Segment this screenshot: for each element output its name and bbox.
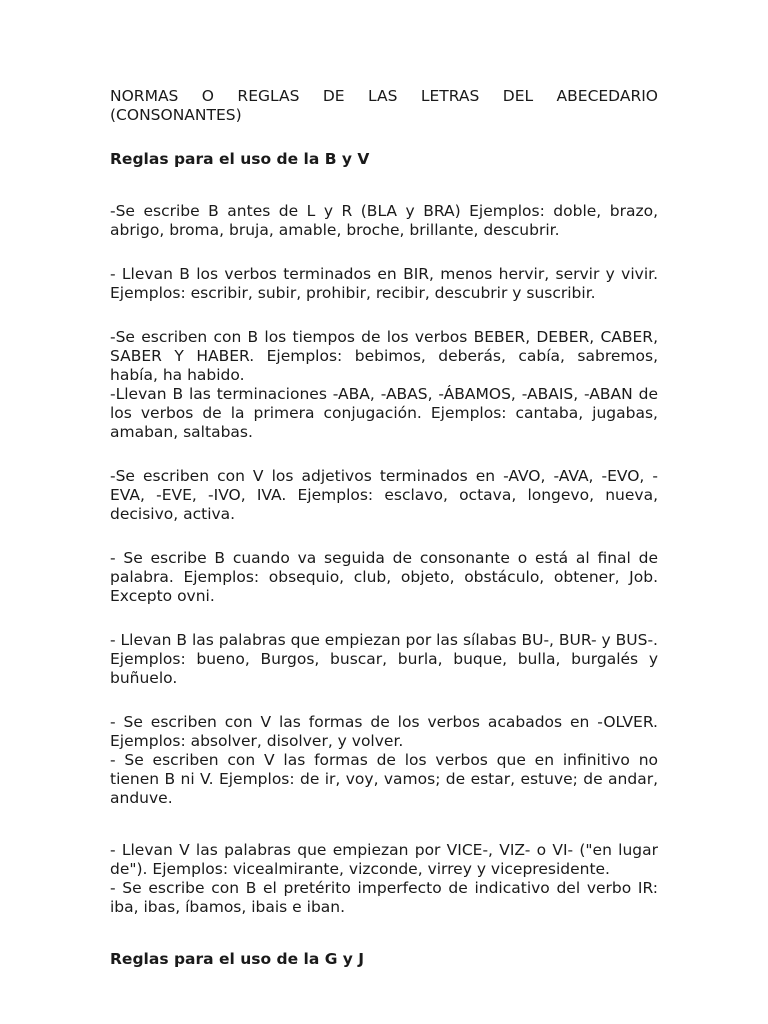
spacer <box>110 688 658 713</box>
document-title: NORMAS O REGLAS DE LAS LETRAS DEL ABECEDARIO (CONSONANTES) <box>110 87 658 124</box>
spacer <box>110 240 658 265</box>
rule-paragraph-3: -Se escriben con B los tiempos de los verbos BEBER, DEBER, CABER, SABER Y HABER. Ejemplos: bebimos, deberás, cabía, sabremos, había, ha habido. <box>110 328 658 384</box>
rule-paragraph-2: - Llevan B los verbos terminados en BIR, menos hervir, servir y vivir. Ejemplos: escribir, subir, prohibir, recibir, descubrir y suscribir. <box>110 265 658 302</box>
spacer <box>110 169 658 202</box>
spacer <box>110 125 658 150</box>
rule-paragraph-1: -Se escribe B antes de L y R (BLA y BRA) Ejemplos: doble, brazo, abrigo, broma, bruja, amable, broche, brillante, descubrir. <box>110 202 658 239</box>
spacer <box>110 303 658 328</box>
document-page <box>110 87 658 969</box>
rule-paragraph-4: -Llevan B las terminaciones -ABA, -ABAS, -ÁBAMOS, -ABAIS, -ABAN de los verbos de la primera conjugación. Ejemplos: cantaba, jugabas, amaban, saltabas. <box>110 385 658 441</box>
rule-paragraph-6: - Se escribe B cuando va seguida de consonante o está al final de palabra. Ejemplos: obsequio, club, objeto, obstáculo, obtener, Job. Excepto ovni. <box>110 549 658 605</box>
rule-paragraph-8: - Se escriben con V las formas de los verbos acabados en -OLVER. Ejemplos: absolver, disolver, y volver. <box>110 713 658 750</box>
spacer <box>110 442 658 467</box>
section-heading-gj: Reglas para el uso de la G y J <box>110 950 365 968</box>
spacer <box>110 917 658 950</box>
rule-paragraph-9: - Se escriben con V las formas de los verbos que en infinitivo no tienen B ni V. Ejemplos: de ir, voy, vamos; de estar, estuve; de andar, anduve. <box>110 751 658 807</box>
section-heading-bv: Reglas para el uso de la B y V <box>110 150 370 168</box>
rule-paragraph-11: - Se escribe con B el pretérito imperfecto de indicativo del verbo IR: iba, ibas, íbamos, ibais e iban. <box>110 879 658 916</box>
spacer <box>110 524 658 549</box>
spacer <box>110 808 658 841</box>
rule-paragraph-7: - Llevan B las palabras que empiezan por las sílabas BU-, BUR- y BUS-. Ejemplos: bueno, Burgos, buscar, burla, buque, bulla, burgalés y buñuelo. <box>110 631 658 687</box>
rule-paragraph-5: -Se escriben con V los adjetivos terminados en -AVO, -AVA, -EVO, -EVA, -EVE, -IVO, IVA. Ejemplos: esclavo, octava, longevo, nueva, decisivo, activa. <box>110 467 658 523</box>
rule-paragraph-10: - Llevan V las palabras que empiezan por VICE-, VIZ- o VI- ("en lugar de"). Ejemplos: vicealmirante, vizconde, virrey y vicepresidente. <box>110 841 658 878</box>
spacer <box>110 606 658 631</box>
